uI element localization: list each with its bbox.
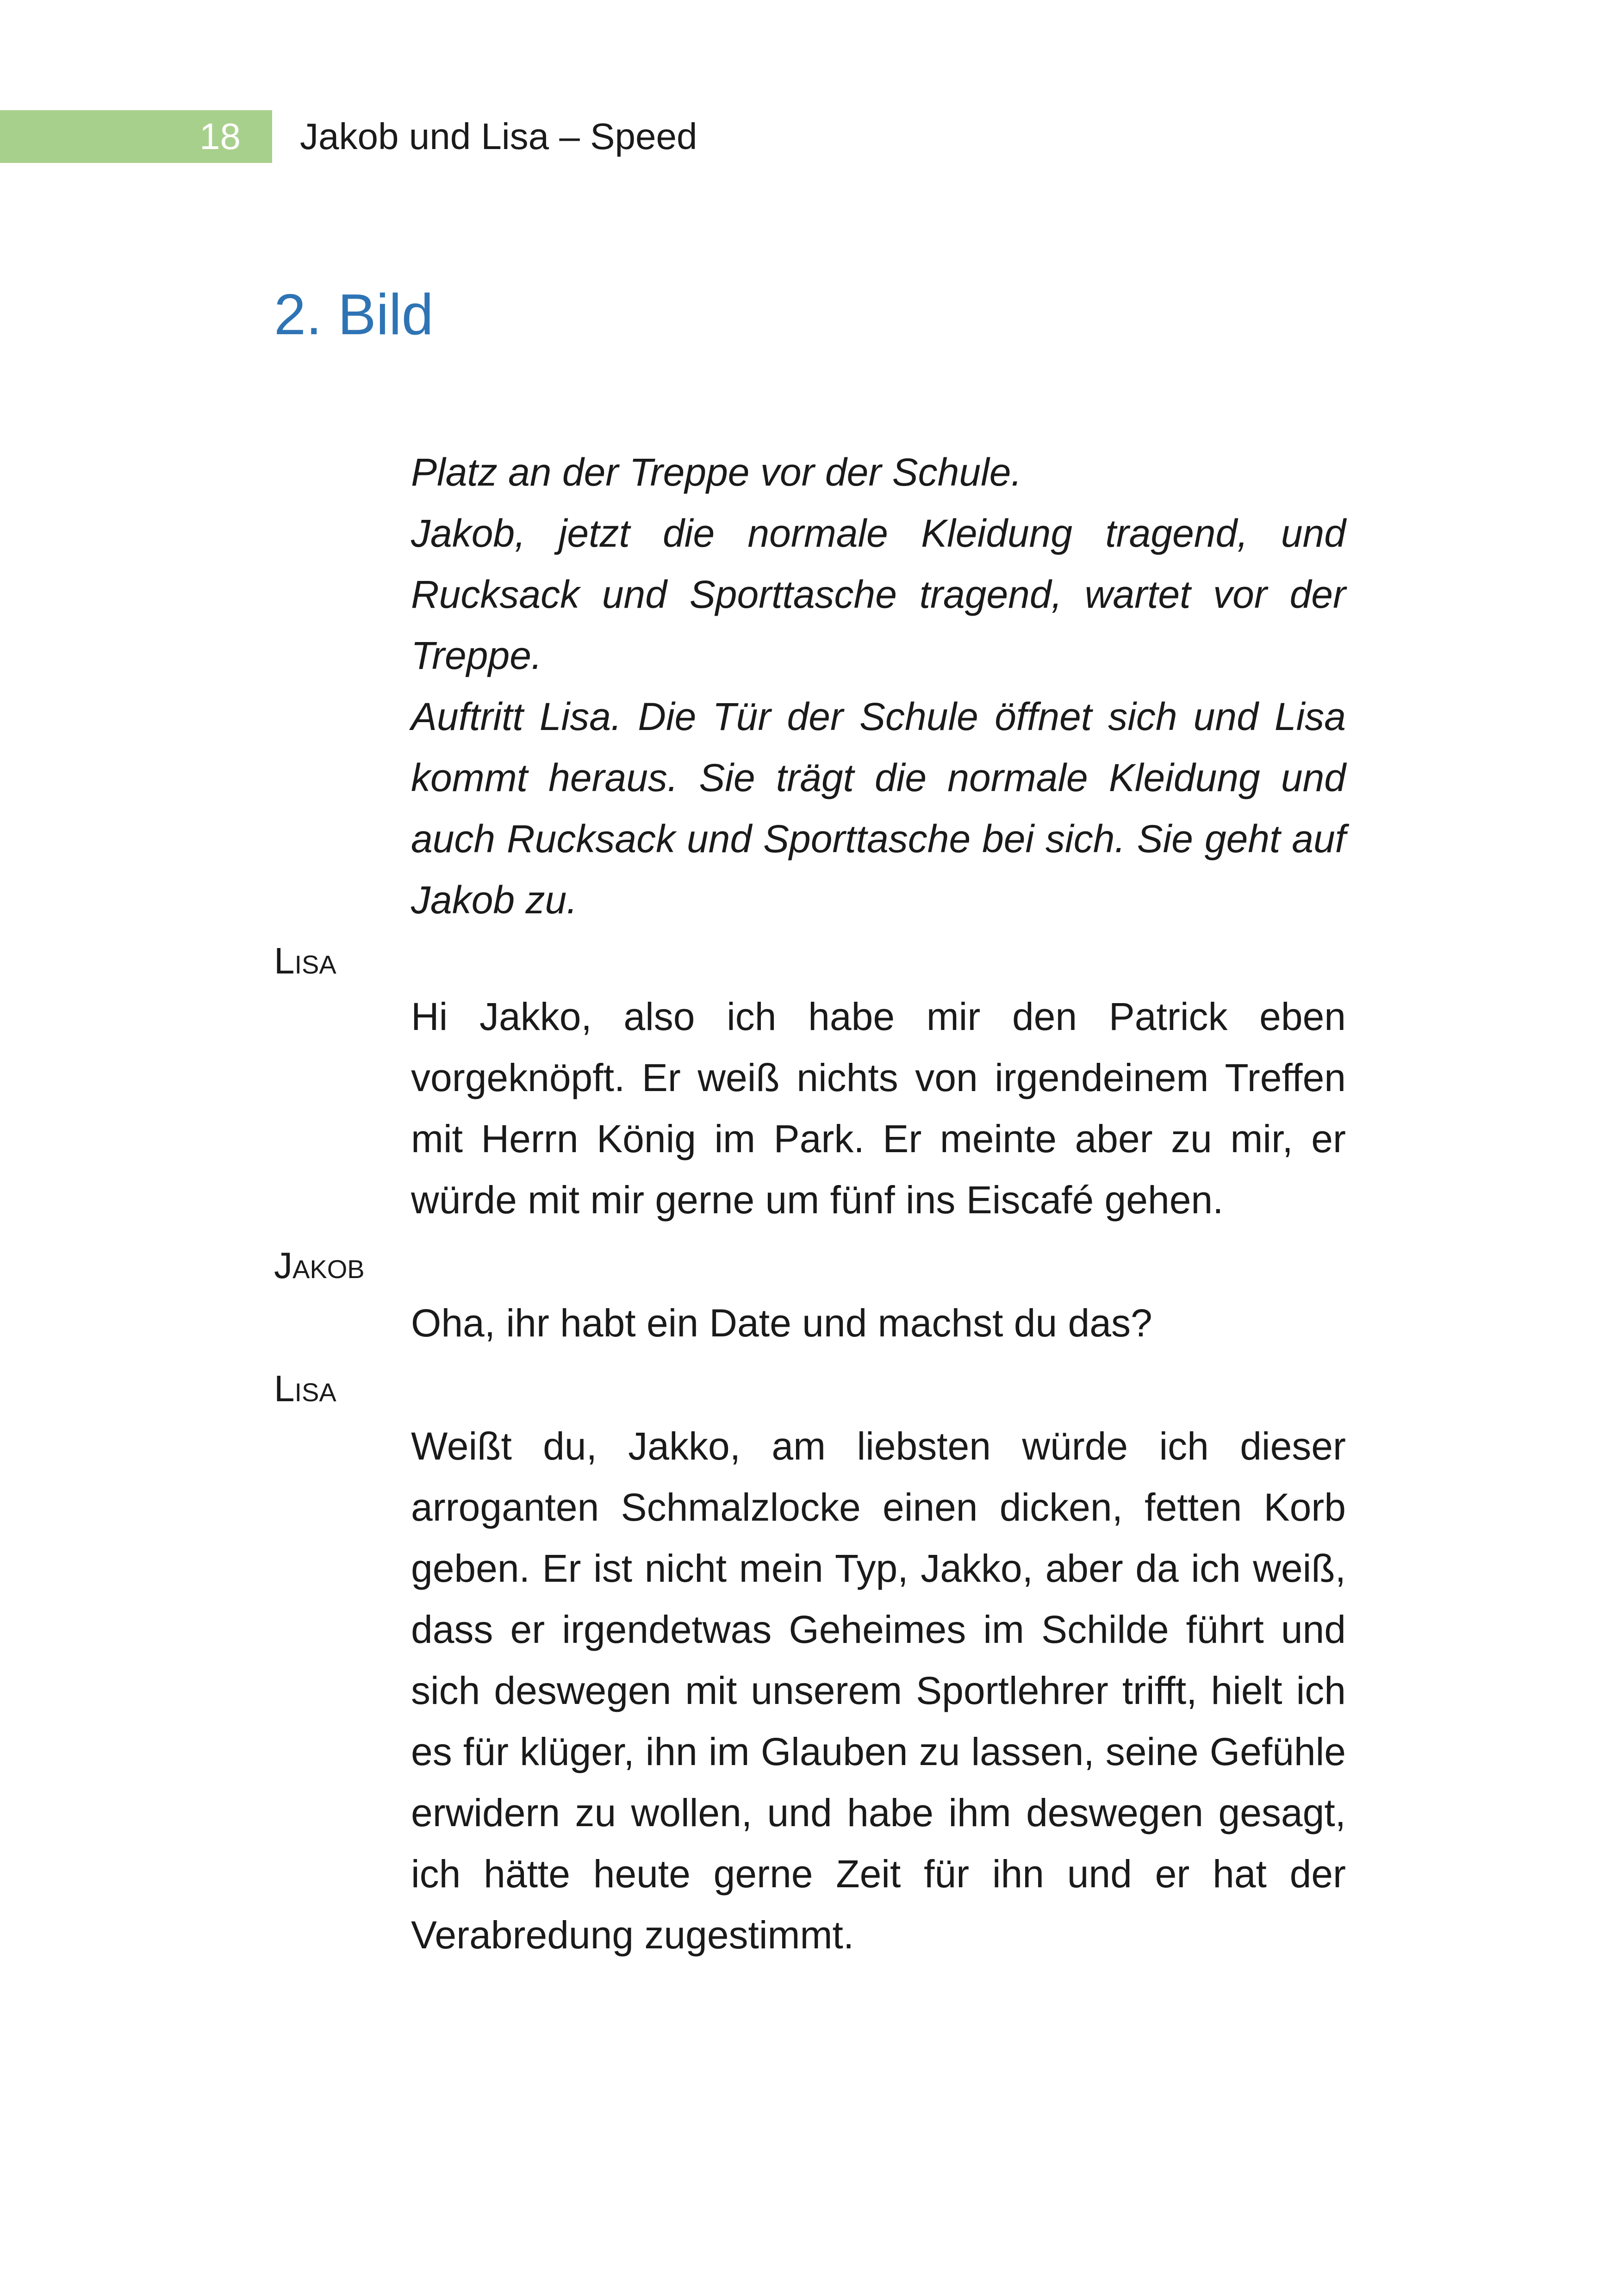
speaker-name: Lisa: [274, 940, 336, 981]
running-title: Jakob und Lisa – Speed: [300, 116, 697, 157]
page-number: 18: [199, 116, 241, 157]
speaker-name: Jakob: [274, 1245, 365, 1286]
stage-direction-line: Auftritt Lisa. Die Tür der Schule öffnet sich und Lisa kommt heraus. Sie trägt die normale Kleidung und auch Rucksack und Sporttasche bei sich. Sie geht auf Jakob zu.: [411, 695, 1346, 922]
speech-text: Oha, ihr habt ein Date und machst du das?: [411, 1301, 1152, 1345]
scene-heading: 2. Bild: [274, 283, 434, 347]
stage-direction-line: Platz an der Treppe vor der Schule.: [411, 450, 1022, 494]
speech-text: Weißt du, Jakko, am liebsten würde ich dieser arroganten Schmalzlocke einen dicken, fetten Korb geben. Er ist nicht mein Typ, Jakko, aber da ich weiß, dass er irgendetwas Geheimes im Schilde führt und sich deswegen mit unserem Sportlehrer trifft, hielt ich es für klüger, ihn im Glauben zu lassen, seine Gefühle erwidern zu wollen, und habe ihm deswegen gesagt, ich hätte heute gerne Zeit für ihn und er hat der Verabredung zugestimmt.: [411, 1424, 1346, 1957]
stage-direction-line: Jakob, jetzt die normale Kleidung tragend, und Rucksack und Sporttasche tragend, wartet vor der Treppe.: [411, 512, 1346, 677]
speech-text: Hi Jakko, also ich habe mir den Patrick eben vorgeknöpft. Er weiß nichts von irgendeinem Treffen mit Herrn König im Park. Er meinte aber zu mir, er würde mit mir gerne um fünf ins Eiscafé gehen.: [411, 995, 1346, 1222]
stage-direction: [411, 442, 1346, 930]
speaker-name: Lisa: [274, 1368, 336, 1409]
